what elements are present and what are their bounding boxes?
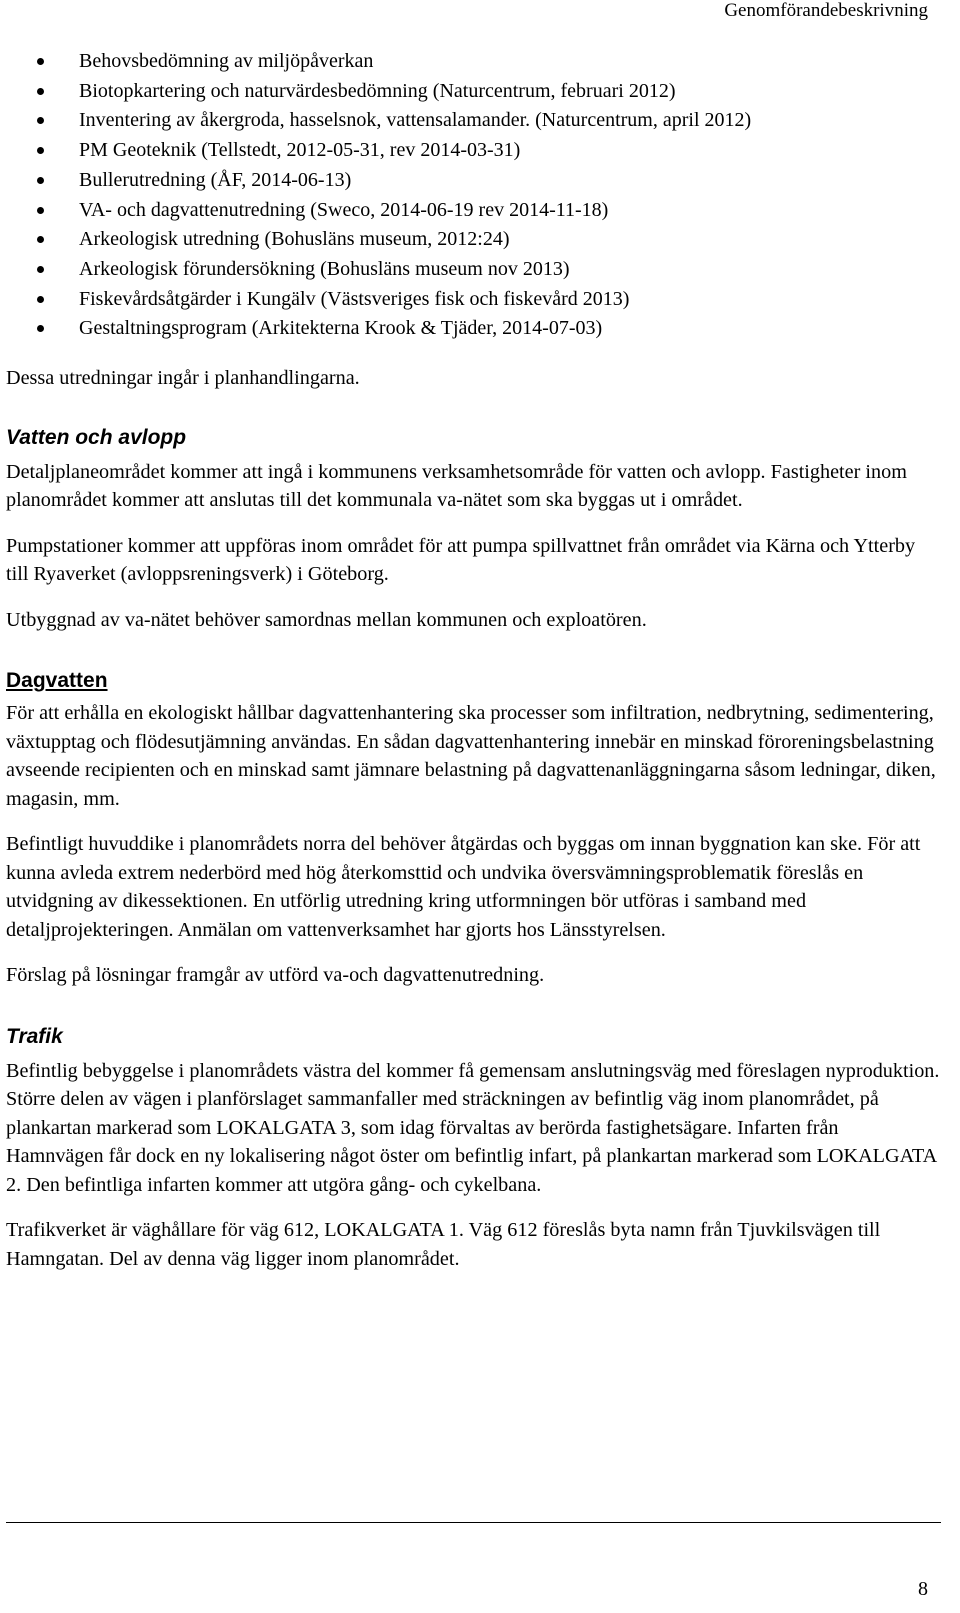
list-item-text: Biotopkartering och naturvärdesbedömning (Naturcentrum, februari 2012)	[79, 79, 676, 102]
paragraph: Detaljplaneområdet kommer att ingå i kommunens verksamhetsområde för vatten och avlopp. Fastigheter inom planområdet kommer att anslutas till det kommunala va-nätet som ska byggas ut i området.	[6, 460, 907, 512]
list-item	[6, 106, 941, 136]
bullet-icon	[37, 266, 44, 273]
list-item	[6, 47, 941, 77]
bullet-icon	[37, 88, 44, 95]
list-item-text: Gestaltningsprogram (Arkitekterna Krook & Tjäder, 2014-07-03)	[79, 317, 603, 340]
bullet-icon	[37, 147, 44, 154]
bullet-icon	[37, 325, 44, 332]
paragraph: För att erhålla en ekologiskt hållbar dagvattenhantering ska processer som infiltration, nedbrytning, sedimentering, växtupptag och flödesutjämning användas. En sådan dagvattenhantering innebär en minskad föroreningsbelastning avseende recipienten och en minskad samt jämnare belastning på dagvattenanläggningarna såsom ledningar, diken, magasin, mm.	[6, 702, 936, 810]
intro-note: Dessa utredningar ingår i planhandlingarna.	[6, 367, 360, 390]
list-item	[6, 166, 941, 196]
paragraph: Pumpstationer kommer att uppföras inom området för att pumpa spillvattnet från området via Kärna och Ytterby till Ryaverket (avloppsreningsverk) i Göteborg.	[6, 534, 916, 586]
page-number: 8	[918, 1578, 928, 1600]
bullet-icon	[37, 117, 44, 124]
bullet-icon	[37, 58, 44, 65]
section-heading-dagvatten: Dagvatten	[6, 669, 108, 693]
bullet-icon	[37, 207, 44, 214]
paragraph: Förslag på lösningar framgår av utförd va-och dagvattenutredning.	[6, 964, 545, 987]
list-item-text: VA- och dagvattenutredning (Sweco, 2014-06-19 rev 2014-11-18)	[79, 198, 609, 221]
list-item-text: Inventering av åkergroda, hasselsnok, vattensalamander. (Naturcentrum, april 2012)	[79, 109, 752, 132]
list-item-text: Arkeologisk utredning (Bohusläns museum, 2012:24)	[79, 228, 510, 251]
list-item-text: Arkeologisk förundersökning (Bohusläns museum nov 2013)	[79, 257, 570, 280]
paragraph: Utbyggnad av va-nätet behöver samordnas mellan kommunen och exploatören.	[6, 608, 647, 631]
footer-divider	[6, 1522, 941, 1523]
page-content	[6, 47, 941, 1273]
list-item	[6, 77, 941, 107]
bullet-icon	[37, 177, 44, 184]
paragraph: Trafikverket är väghållare för väg 612, LOKALGATA 1. Väg 612 föreslås byta namn från Tjuvkilsvägen till Hamngatan. Del av denna väg ligger inom planområdet.	[6, 1219, 881, 1270]
section-heading-trafik: Trafik	[6, 1024, 63, 1048]
bullet-icon	[37, 296, 44, 303]
paragraph: Befintlig bebyggelse i planområdets västra del kommer få gemensam anslutningsväg med föreslagen nyproduktion. Större delen av vägen i planförslaget sammanfaller med sträckningen av befintlig väg inom planområdet, på plankartan markerad som LOKALGATA 3, som idag förvaltas av berörda fastighetsägare. Infarten från Hamnvägen får dock en ny lokalisering något öster om befintlig infart, på plankartan markerad som LOKALGATA 2. Den befintliga infarten kommer att utgöra gång- och cykelbana.	[6, 1059, 940, 1196]
list-item	[6, 225, 941, 255]
report-list	[6, 47, 941, 344]
section-heading-vatten: Vatten och avlopp	[6, 425, 187, 449]
bullet-icon	[37, 236, 44, 243]
list-item	[6, 285, 941, 315]
list-item-text: Behovsbedömning av miljöpåverkan	[79, 50, 374, 72]
list-item-text: Bullerutredning (ÅF, 2014-06-13)	[79, 168, 352, 191]
list-item	[6, 314, 941, 344]
paragraph: Befintligt huvuddike i planområdets norra del behöver åtgärdas och byggas om innan byggnation kan ske. För att kunna avleda extrem nederbörd med hög återkomsttid och undvika översvämningsproblematik föreslås en utvidgning av dikessektionen. En utförlig utredning kring utformningen bör utföras i samband med detaljprojekteringen. Anmälan om vattenverksamhet har gjorts hos Länsstyrelsen.	[6, 833, 921, 941]
list-item	[6, 255, 941, 285]
list-item	[6, 136, 941, 166]
running-header: Genomförandebeskrivning	[724, 0, 928, 21]
list-item-text: PM Geoteknik (Tellstedt, 2012-05-31, rev 2014-03-31)	[79, 139, 521, 162]
list-item	[6, 196, 941, 226]
list-item-text: Fiskevårdsåtgärder i Kungälv (Västsveriges fisk och fiskevård 2013)	[79, 287, 630, 310]
